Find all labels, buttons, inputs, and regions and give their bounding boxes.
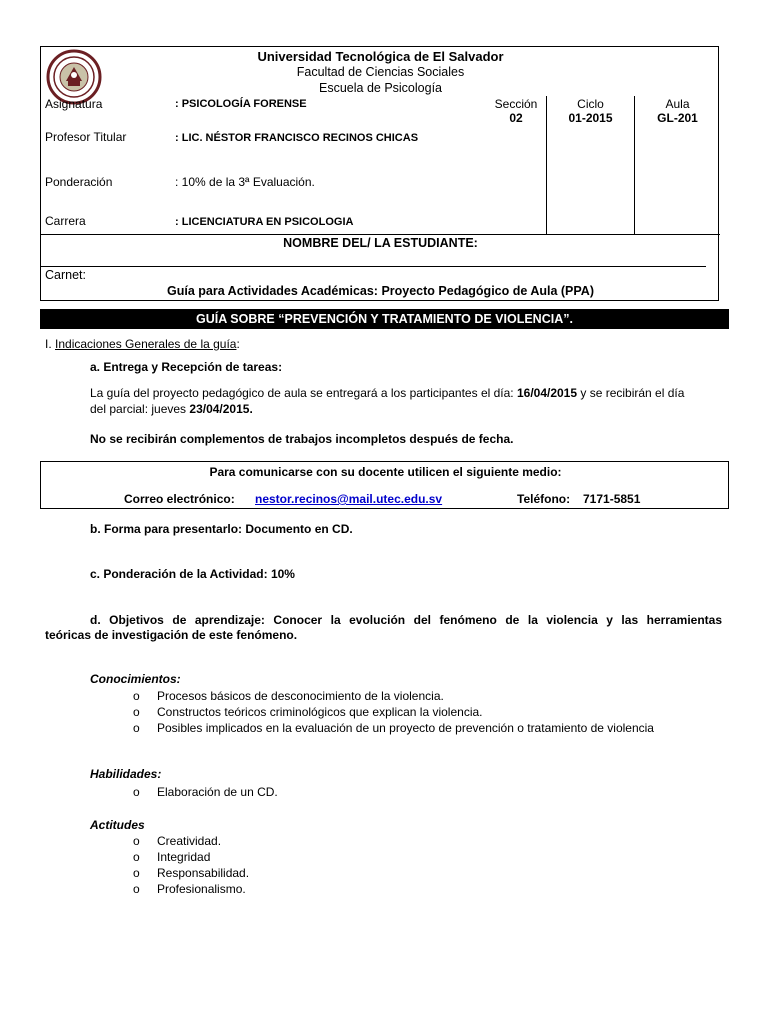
email-label: Correo electrónico: bbox=[124, 492, 235, 506]
email-link[interactable]: nestor.recinos@mail.utec.edu.sv bbox=[255, 492, 443, 506]
seccion-value: 02 bbox=[509, 111, 523, 125]
aula-label: Aula bbox=[665, 97, 690, 111]
bullet-icon: o bbox=[133, 834, 140, 848]
list-item: Integridad bbox=[157, 850, 211, 864]
list-item: Creatividad. bbox=[157, 834, 222, 848]
row-label-ponderacion: Ponderación bbox=[45, 175, 113, 189]
section-d-line-1: d. Objetivos de aprendizaje: Conocer la evolución del fenómeno de la violencia y las herramientas bbox=[90, 613, 722, 627]
university-name: Universidad Tecnológica de El Salvador bbox=[257, 49, 504, 64]
contact-title: Para comunicarse con su docente utilicen el siguiente medio: bbox=[209, 465, 562, 479]
bullet-icon: o bbox=[133, 721, 140, 735]
list-item: Procesos básicos de desconocimiento de la violencia. bbox=[157, 689, 444, 703]
row-label-asignatura: Asignatura bbox=[45, 97, 103, 111]
school-name: Escuela de Psicología bbox=[319, 81, 442, 95]
phone-value: 7171-5851 bbox=[583, 492, 641, 506]
list-item: Profesionalismo. bbox=[157, 882, 246, 896]
conocimientos-title: Conocimientos: bbox=[90, 672, 181, 686]
carnet-label: Carnet: bbox=[45, 268, 86, 282]
ciclo-value: 01-2015 bbox=[568, 111, 613, 125]
list-item: Responsabilidad. bbox=[157, 866, 250, 880]
bullet-icon: o bbox=[133, 866, 140, 880]
row-value-carrera: : LICENCIATURA EN PSICOLOGIA bbox=[175, 216, 354, 228]
delivery-paragraph: La guía del proyecto pedagógico de aula se entregará a los participantes el día: 16/04/2015 y se recibirán el día del parcial: jueves 23/04/2015. bbox=[90, 386, 685, 416]
list-item: Constructos teóricos criminológicos que explican la violencia. bbox=[157, 705, 483, 719]
student-name-label: NOMBRE DEL/ LA ESTUDIANTE: bbox=[283, 236, 478, 250]
actitudes-title: Actitudes bbox=[90, 818, 145, 832]
habilidades-title: Habilidades: bbox=[90, 767, 162, 781]
bullet-icon: o bbox=[133, 785, 140, 799]
topic-banner: GUÍA SOBRE “PREVENCIÓN Y TRATAMIENTO DE VIOLENCIA”. bbox=[40, 309, 729, 329]
bullet-icon: o bbox=[133, 705, 140, 719]
row-label-profesor: Profesor Titular bbox=[45, 130, 127, 144]
section-1-heading: I. Indicaciones Generales de la guía: bbox=[45, 337, 240, 351]
seccion-label: Sección bbox=[494, 97, 538, 111]
faculty-name: Facultad de Ciencias Sociales bbox=[296, 65, 465, 79]
phone-label: Teléfono: bbox=[517, 492, 571, 506]
bullet-icon: o bbox=[133, 882, 140, 896]
section-d-line-2: teóricas de investigación de este fenómeno. bbox=[45, 628, 298, 642]
header-box bbox=[40, 46, 719, 301]
row-label-carrera: Carrera bbox=[45, 214, 86, 228]
bullet-icon: o bbox=[133, 689, 140, 703]
list-item: Posibles implicados en la evaluación de un proyecto de prevención o tratamiento de violencia bbox=[157, 721, 654, 735]
section-b-line: b. Forma para presentarlo: Documento en CD. bbox=[90, 522, 353, 536]
row-value-profesor: : LIC. NÉSTOR FRANCISCO RECINOS CHICAS bbox=[175, 132, 419, 144]
list-item: Elaboración de un CD. bbox=[157, 785, 278, 799]
aula-value: GL-201 bbox=[657, 111, 698, 125]
section-a-title: a. Entrega y Recepción de tareas: bbox=[90, 360, 283, 374]
section-c-line: c. Ponderación de la Actividad: 10% bbox=[90, 567, 295, 581]
row-value-asignatura: : PSICOLOGÍA FORENSE bbox=[175, 98, 307, 110]
contact-box bbox=[40, 461, 729, 509]
row-value-ponderacion: : 10% de la 3ª Evaluación. bbox=[175, 175, 315, 189]
bullet-icon: o bbox=[133, 850, 140, 864]
ciclo-label: Ciclo bbox=[577, 97, 604, 111]
late-warning: No se recibirán complementos de trabajos incompletos después de fecha. bbox=[90, 432, 514, 446]
guide-title: Guía para Actividades Académicas: Proyecto Pedagógico de Aula (PPA) bbox=[167, 284, 594, 298]
